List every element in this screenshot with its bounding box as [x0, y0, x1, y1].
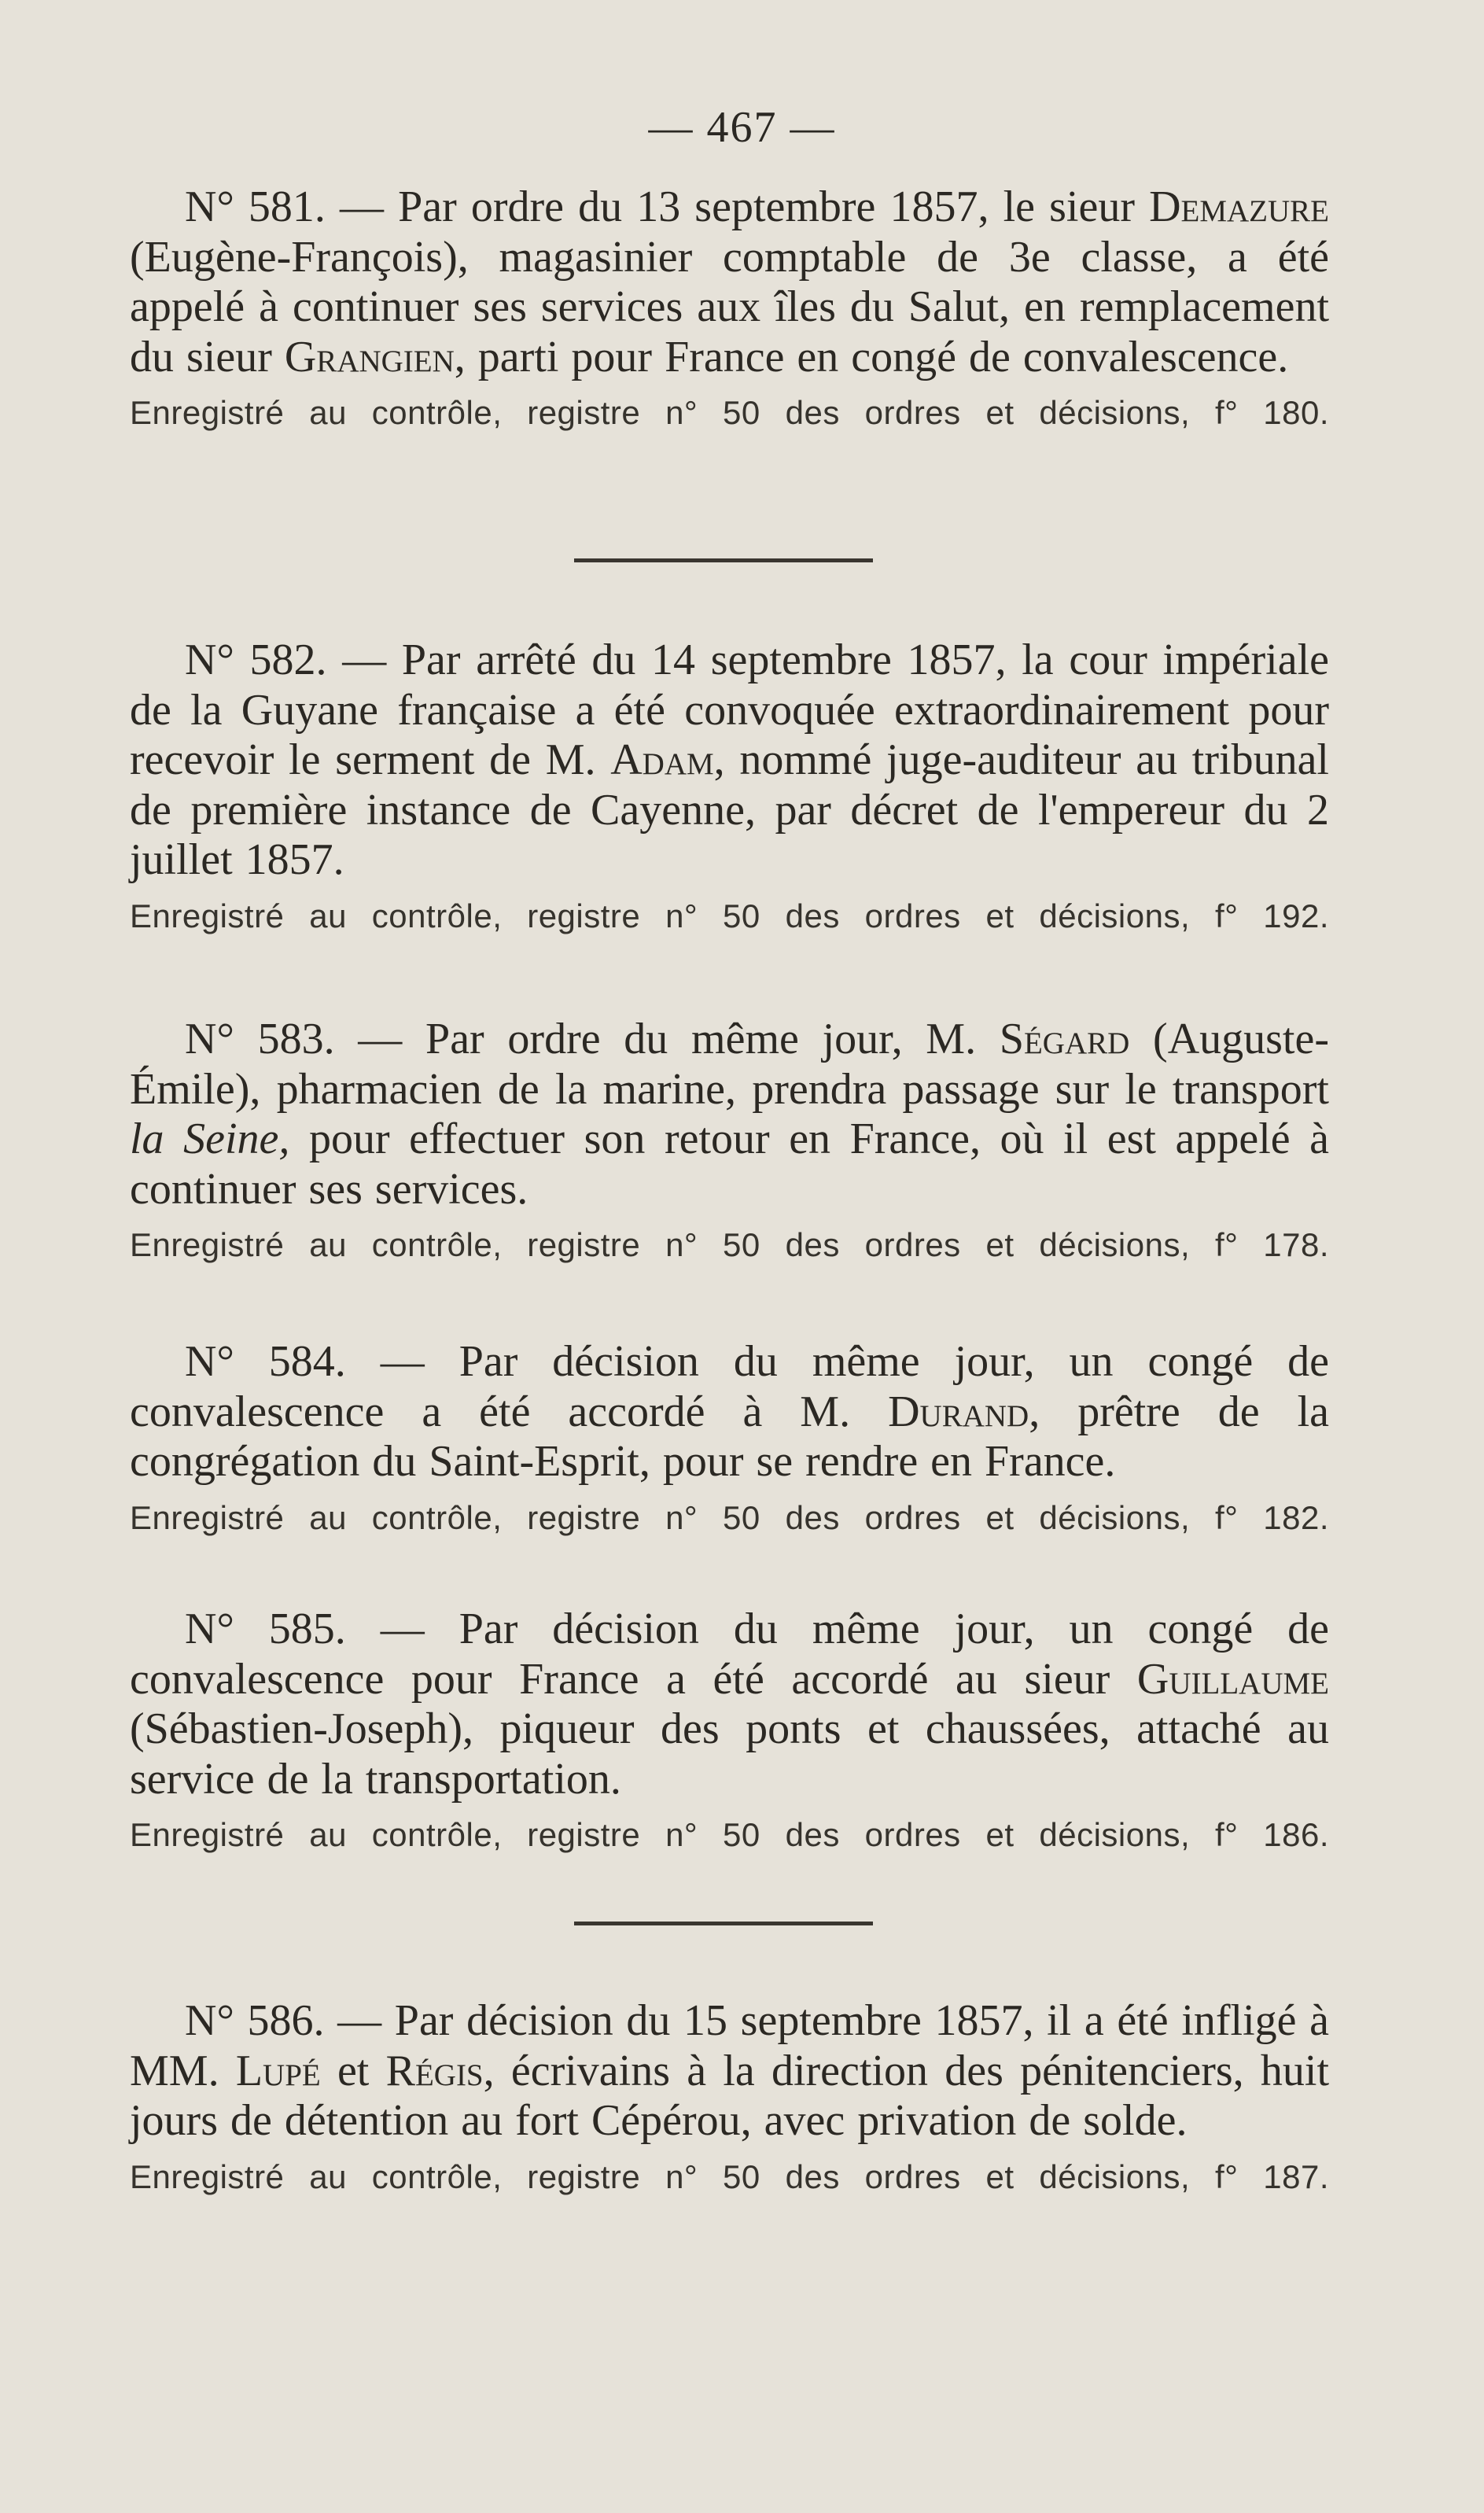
entry-body: — Par décision du même jour, un congé de convalescence pour France a été accordé au sieur: [130, 1605, 1329, 1704]
person-name: Grangien: [284, 332, 455, 381]
separator-rule: [574, 558, 873, 562]
entry-body: , écrivains à la direction des pénitenciers, huit jours de détention au fort Cépérou, avec privation de solde.: [130, 2046, 1330, 2145]
ship-name: la Seine,: [130, 1115, 290, 1163]
entry-body: , prêtre de la congrégation du Saint-Esprit, pour se rendre en France.: [130, 1387, 1330, 1486]
registration-note: Enregistré au contrôle, registre n° 50 des ordres et décisions, f° 192.: [130, 897, 1329, 934]
entry-body: — Par ordre du 13 septembre 1857, le sieur: [325, 182, 1150, 231]
entry-582: [130, 636, 1329, 936]
person-name: Demazure: [1149, 182, 1329, 231]
entry-body: , parti pour France en congé de convalescence.: [454, 332, 1289, 381]
separator-rule: [574, 1922, 873, 1925]
person-name: Durand: [888, 1387, 1029, 1436]
entry-text: [130, 1996, 1329, 2146]
entry-body: et: [320, 2046, 386, 2095]
entry-body: , nommé juge-auditeur au tribunal de première instance de Cayenne, par décret de l'empereur du 2 juillet 1857.: [130, 735, 1329, 884]
entry-body: — Par ordre du même jour, M.: [334, 1015, 1000, 1063]
entry-number: N° 584.: [185, 1337, 346, 1386]
person-name: Adam: [610, 735, 714, 784]
entry-number: N° 585.: [185, 1605, 346, 1653]
person-name: Lupé: [235, 2046, 321, 2095]
entry-number: N° 581.: [185, 182, 326, 231]
registration-note: Enregistré au contrôle, registre n° 50 des ordres et décisions, f° 187.: [130, 2157, 1329, 2195]
entry-body: — Par décision du 15 septembre 1857, il a été infligé à MM.: [130, 1996, 1330, 2095]
entry-586: [130, 1996, 1329, 2197]
registration-note: Enregistré au contrôle, registre n° 50 des ordres et décisions, f° 182.: [130, 1498, 1329, 1536]
entry-584: [130, 1337, 1329, 1538]
registration-note: Enregistré au contrôle, registre n° 50 des ordres et décisions, f° 180.: [130, 394, 1329, 431]
entry-body: — Par décision du même jour, un congé de convalescence a été accordé à M.: [130, 1337, 1329, 1436]
entry-number: N° 582.: [185, 636, 327, 684]
entry-text: [130, 1337, 1329, 1487]
entry-body: (Eugène-François), magasinier comptable de 3e classe, a été appelé à continuer ses services aux îles du Salut, en remplacement du sieur: [130, 232, 1329, 381]
entry-585: [130, 1605, 1329, 1855]
entry-body: (Auguste-Émile), pharmacien de la marine, prendra passage sur le transport: [130, 1015, 1329, 1114]
page-number: — 467 —: [648, 103, 836, 152]
entry-text: [130, 1015, 1329, 1214]
entry-body: — Par arrêté du 14 septembre 1857, la cour impériale de la Guyane française a été convoquée extraordinairement pour recevoir le serment de M.: [130, 636, 1329, 784]
person-name: Guillaume: [1136, 1654, 1329, 1704]
registration-note: Enregistré au contrôle, registre n° 50 des ordres et décisions, f° 186.: [130, 1816, 1329, 1853]
entry-body: pour effectuer son retour en France, où il est appelé à continuer ses services.: [130, 1115, 1330, 1214]
entry-body: (Sébastien-Joseph), piqueur des ponts et chaussées, attaché au service de la transportation.: [130, 1704, 1329, 1804]
entry-581: [130, 182, 1329, 433]
entry-text: [130, 182, 1329, 382]
registration-note: Enregistré au contrôle, registre n° 50 des ordres et décisions, f° 178.: [130, 1226, 1329, 1263]
person-name: Régis: [385, 2046, 484, 2095]
entry-number: N° 583.: [185, 1015, 335, 1063]
entry-text: [130, 1605, 1329, 1804]
entry-number: N° 586.: [185, 1996, 325, 2045]
entry-text: [130, 636, 1329, 886]
entry-583: [130, 1015, 1329, 1265]
person-name: Ségard: [999, 1015, 1130, 1063]
